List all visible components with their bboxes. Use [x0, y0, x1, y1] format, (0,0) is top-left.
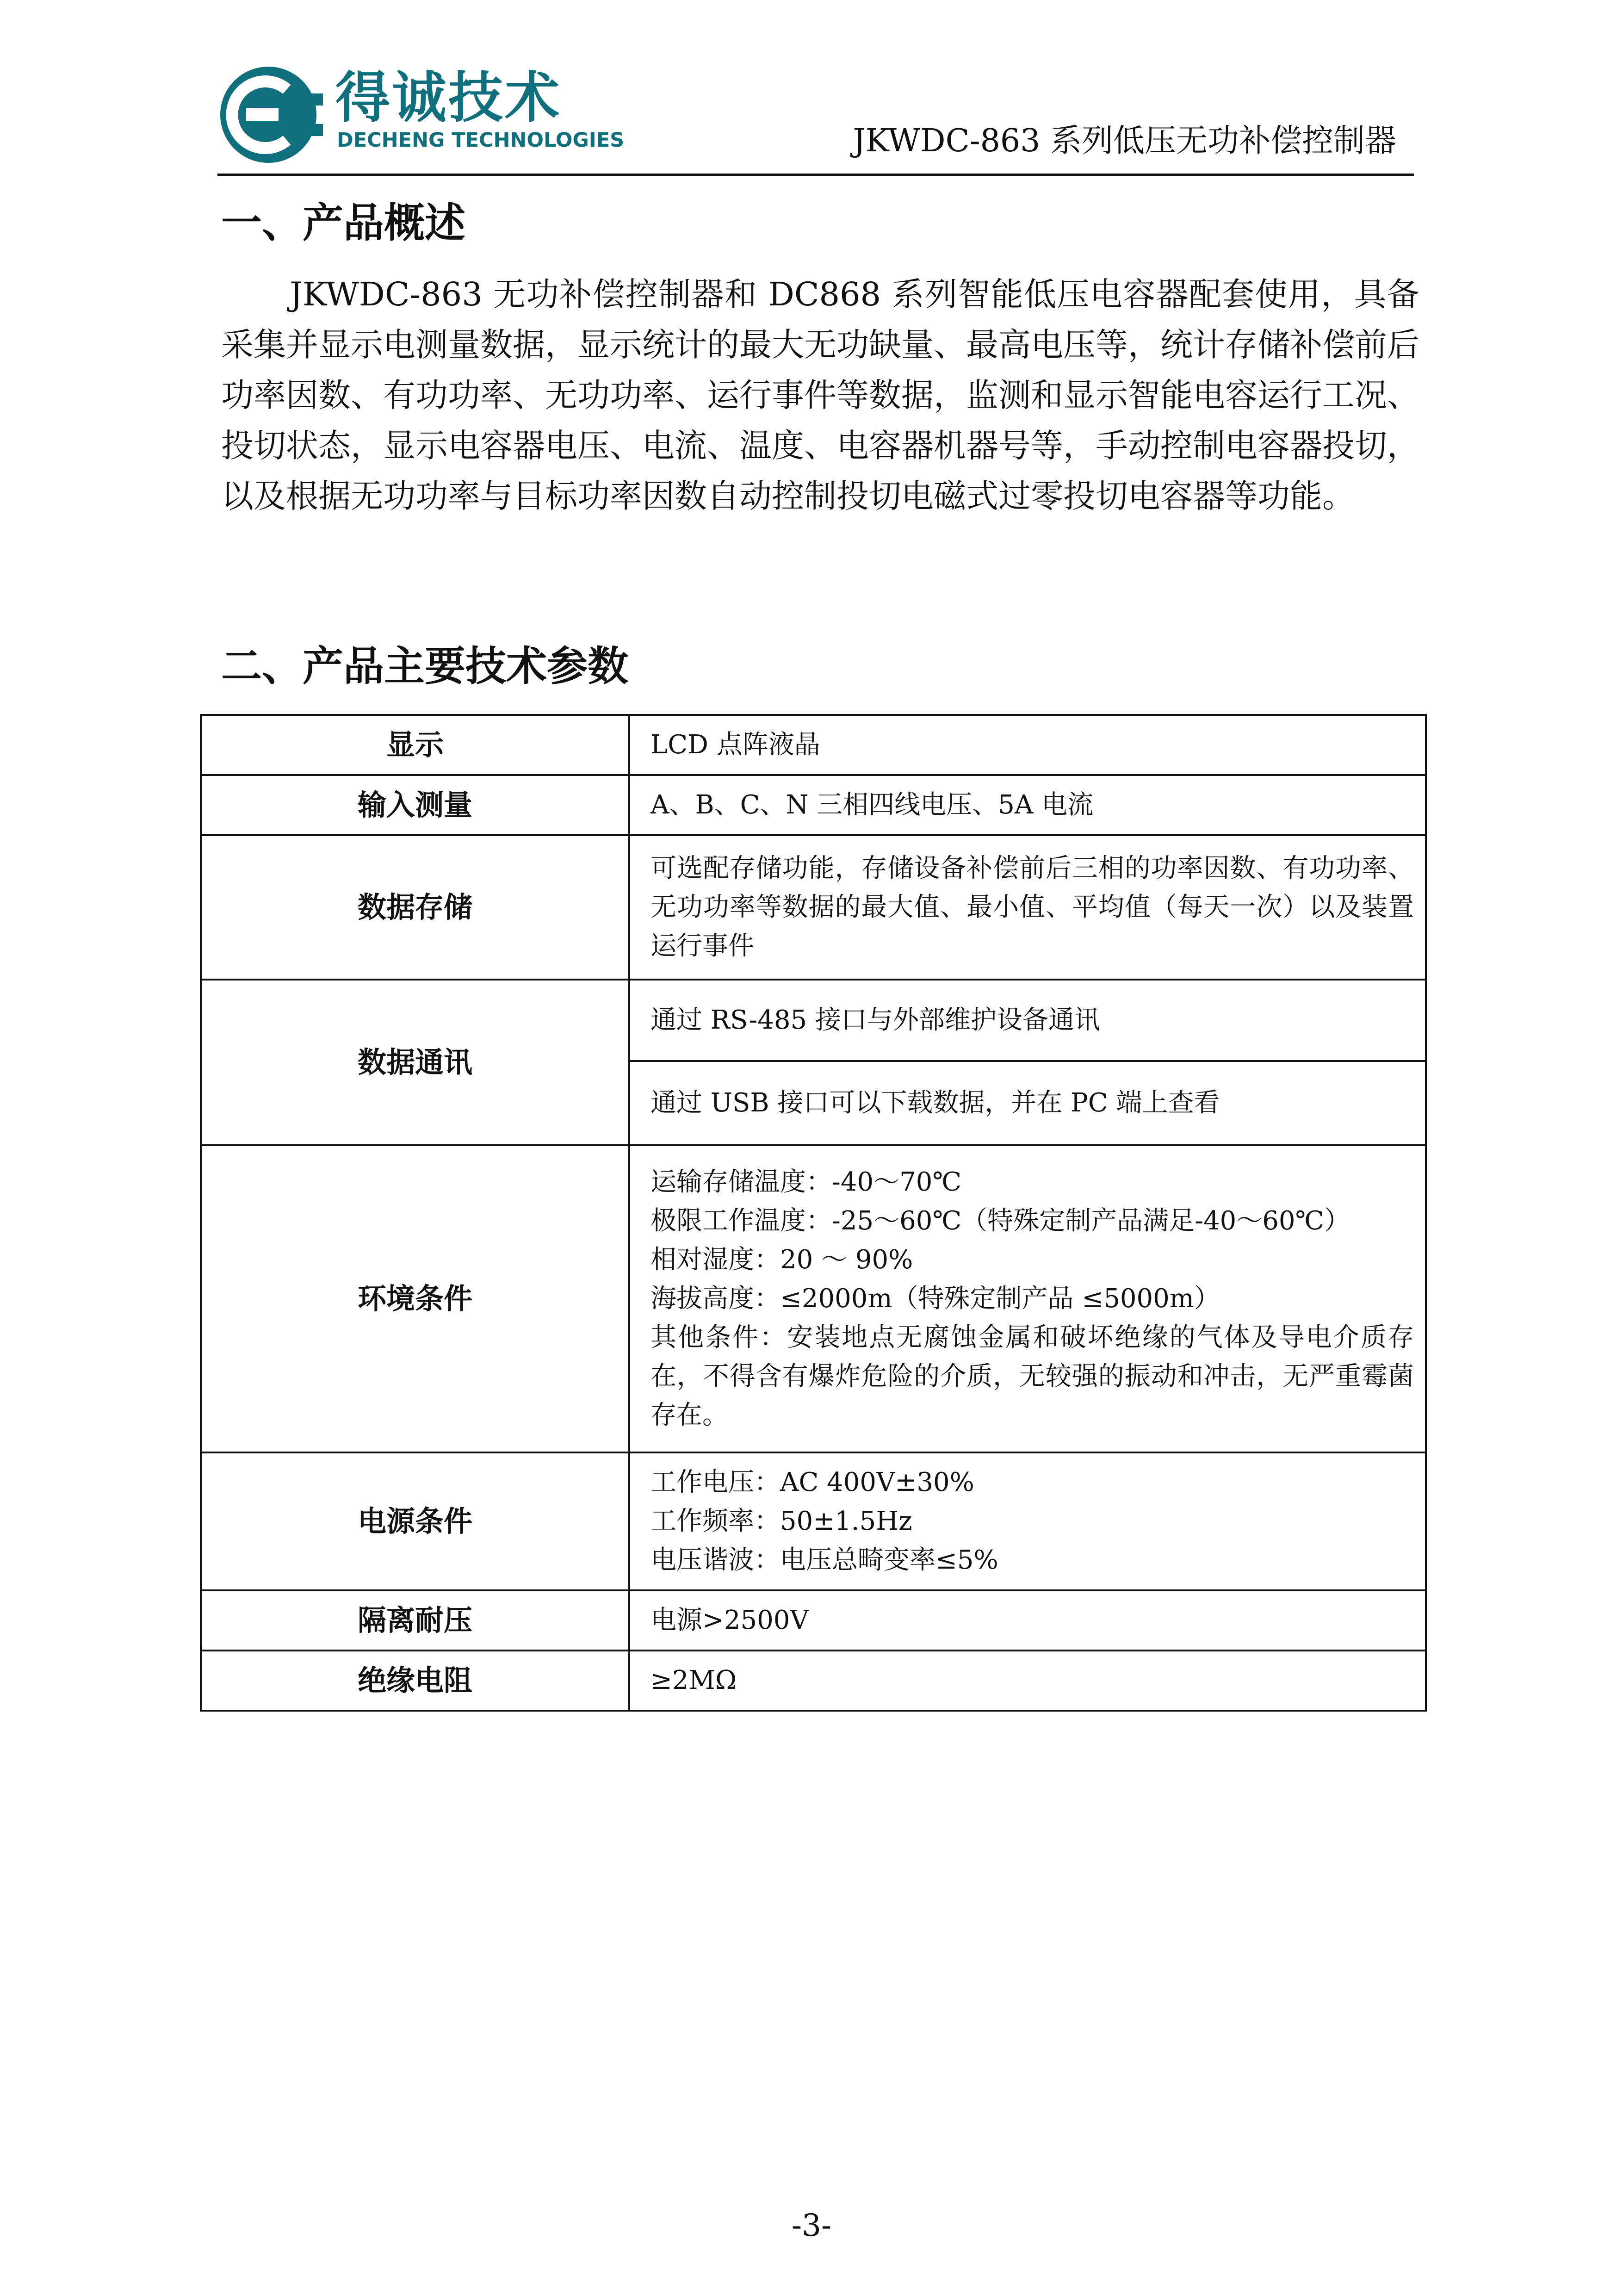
table-row: [201, 1145, 1426, 1452]
table-row: [201, 980, 1426, 1061]
row-value: 可选配存储功能，存储设备补偿前后三相的功率因数、有功功率、无功功率等数据的最大值、最小值、平均值（每天一次）以及装置运行事件: [629, 835, 1426, 980]
row-value: 运输存储温度：-40～70℃ 极限工作温度：-25～60℃（特殊定制产品满足-40～60℃） 相对湿度：20 ～ 90% 海拔高度：≤2000m（特殊定制产品 ≤5000m） 其他条件：安装地点无腐蚀金属和破坏绝缘的气体及导电介质存在，不得含有爆炸危险的介质，无较强的振动和冲击，无严重霉菌存在。: [629, 1145, 1426, 1452]
table-row: [201, 835, 1426, 980]
table-row: [201, 1651, 1426, 1711]
section-heading-overview: 一、产品概述: [221, 199, 466, 247]
company-logo: [217, 64, 625, 166]
row-label: 输入测量: [201, 775, 629, 835]
table-row: [201, 1452, 1426, 1590]
row-value: 通过 USB 接口可以下载数据，并在 PC 端上查看: [629, 1061, 1426, 1145]
row-label: 隔离耐压: [201, 1590, 629, 1651]
table-row: [201, 715, 1426, 775]
decheng-logo-icon: [217, 64, 326, 166]
brand-name-cn: 得诚技术: [335, 66, 562, 130]
spec-table: [200, 714, 1427, 1712]
row-value: LCD 点阵液晶: [629, 715, 1426, 775]
row-label: 电源条件: [201, 1452, 629, 1590]
row-value: ≥2MΩ: [629, 1651, 1426, 1711]
table-row: [201, 775, 1426, 835]
header-divider: [217, 174, 1414, 176]
section-heading-specs: 二、产品主要技术参数: [221, 642, 629, 690]
row-label: 数据通讯: [201, 980, 629, 1145]
row-value: 电源>2500V: [629, 1590, 1426, 1651]
row-label: 显示: [201, 715, 629, 775]
row-value: 工作电压：AC 400V±30% 工作频率：50±1.5Hz 电压谐波：电压总畸变率≤5%: [629, 1452, 1426, 1590]
document-title: JKWDC-863 系列低压无功补偿控制器: [853, 123, 1396, 159]
row-label: 数据存储: [201, 835, 629, 980]
row-value: A、B、C、N 三相四线电压、5A 电流: [629, 775, 1426, 835]
row-value: 通过 RS-485 接口与外部维护设备通讯: [629, 980, 1426, 1061]
table-row: [201, 1590, 1426, 1651]
row-label: 绝缘电阻: [201, 1651, 629, 1711]
page-number: -3-: [791, 2208, 832, 2243]
brand-name-en: DECHENG TECHNOLOGIES: [337, 129, 625, 152]
overview-paragraph: JKWDC-863 无功补偿控制器和 DC868 系列智能低压电容器配套使用，具备采集并显示电测量数据，显示统计的最大无功缺量、最高电压等，统计存储补偿前后功率因数、有功功率、无功功率、运行事件等数据，监测和显示智能电容运行工况、投切状态，显示电容器电压、电流、温度、电容器机器号等，手动控制电容器投切，以及根据无功功率与目标功率因数自动控制投切电磁式过零投切电容器等功能。: [221, 275, 1419, 515]
row-label: 环境条件: [201, 1145, 629, 1452]
